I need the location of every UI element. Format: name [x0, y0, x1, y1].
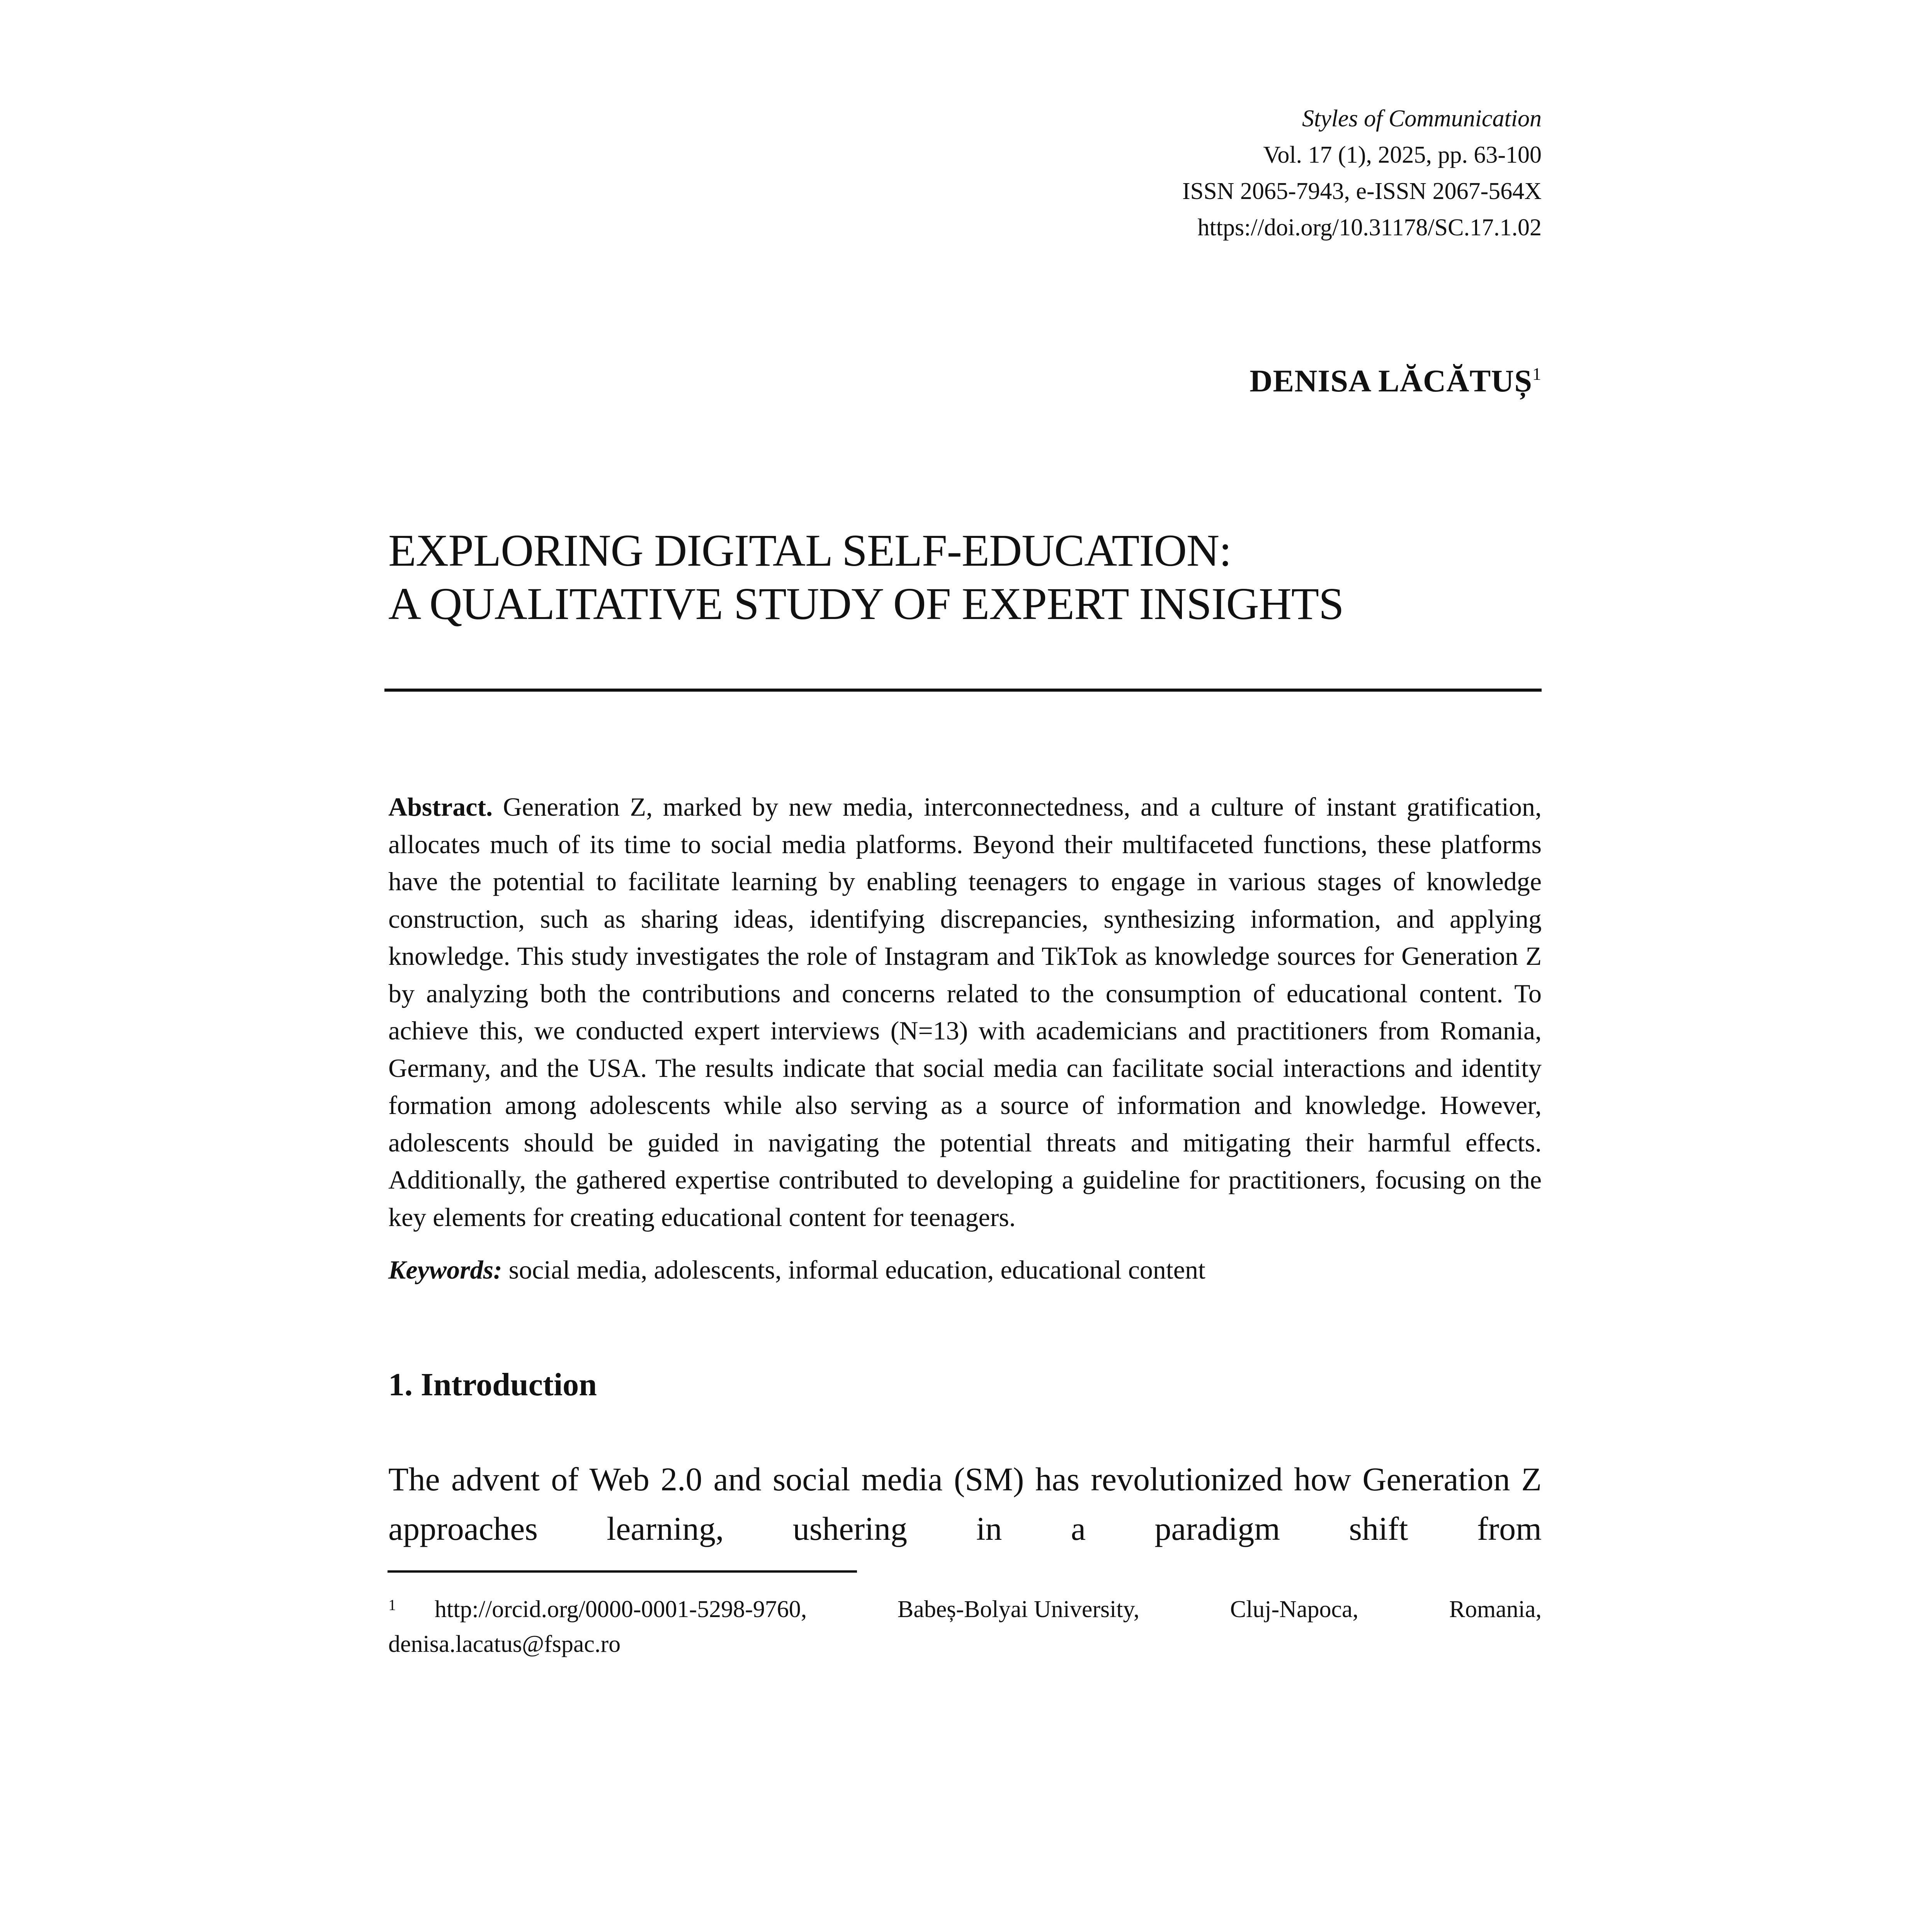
author-name-text: DENISA LĂCĂTUȘ — [1250, 363, 1532, 398]
abstract-label: Abstract. — [388, 792, 493, 821]
footnote-email-link[interactable]: denisa.lacatus@fspac.ro — [388, 1631, 621, 1657]
author-name — [388, 362, 1542, 400]
footnote-divider — [388, 1570, 857, 1573]
author-footnote-ref[interactable]: 1 — [1532, 364, 1542, 384]
journal-header — [388, 100, 1542, 246]
keywords-label: Keywords: — [388, 1255, 502, 1284]
abstract-text: Generation Z, marked by new media, interconnectedness, and a culture of instant gratification, allocates much of its time to social media platforms. Beyond their multifaceted functions, these platforms have the potential to facilitate learning by enabling teenagers to engage in various stages of knowledge construction, such as sharing ideas, identifying discrepancies, synthesizing information, and applying knowledge. This study investigates the role of Instagram and TikTok as knowledge sources for Generation Z by analyzing both the contributions and concerns related to the consumption of educational content. To achieve this, we conducted expert interviews (N=13) with academicians and practitioners from Romania, Germany, and the USA. The results indicate that social media can facilitate social interactions and identity formation among adolescents while also serving as a source of information and knowledge. However, adolescents should be guided in navigating the potential threats and mitigating their harmful effects. Additionally, the gathered expertise contributed to developing a guideline for practitioners, focusing on the key elements for creating educational content for teenagers. — [388, 792, 1542, 1232]
footnote-marker: 1 — [388, 1596, 396, 1614]
footnote-city: Cluj-Napoca, — [1230, 1596, 1358, 1622]
footnote-1 — [388, 1592, 1542, 1662]
volume-pages: Vol. 17 (1), 2025, pp. 63-100 — [1263, 142, 1542, 168]
title-line-2: A QUALITATIVE STUDY OF EXPERT INSIGHTS — [388, 578, 1344, 629]
footnote-country: Romania, — [1449, 1596, 1542, 1622]
footnote-line-1 — [388, 1592, 1542, 1627]
paper-page — [388, 0, 1542, 1677]
footnote-university: Babeș-Bolyai University, — [897, 1596, 1140, 1622]
title-line-1: EXPLORING DIGITAL SELF-EDUCATION: — [388, 525, 1231, 576]
footnote-affiliation — [435, 1592, 1542, 1627]
footnote-orcid-link[interactable]: http://orcid.org/0000-0001-5298-9760, — [435, 1596, 807, 1622]
issn: ISSN 2065-7943, e-ISSN 2067-564X — [1182, 178, 1542, 204]
keywords-text: social media, adolescents, informal education, educational content — [508, 1255, 1205, 1284]
keywords — [388, 1251, 1542, 1288]
section-heading-introduction: 1. Introduction — [388, 1367, 597, 1403]
paper-title — [388, 524, 1542, 631]
abstract — [388, 788, 1542, 1236]
journal-name: Styles of Communication — [1302, 105, 1542, 132]
doi-link[interactable]: https://doi.org/10.31178/SC.17.1.02 — [1197, 214, 1542, 241]
introduction-paragraph: The advent of Web 2.0 and social media (SM) has revolutionized how Generation Z approaches learning, ushering in a paradigm shift from — [388, 1461, 1542, 1547]
title-divider — [384, 689, 1542, 692]
